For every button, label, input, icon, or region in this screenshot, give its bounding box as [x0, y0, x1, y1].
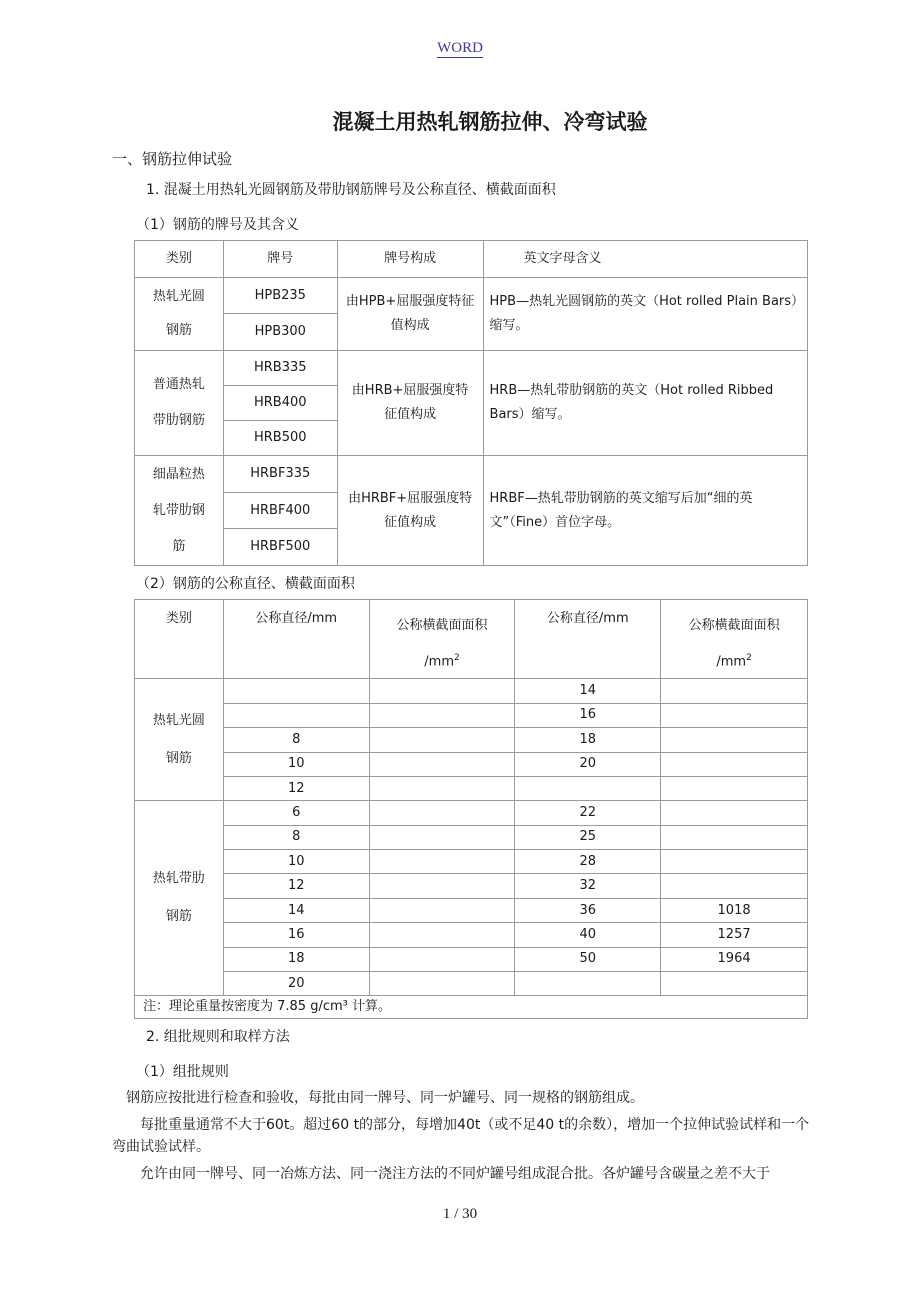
table-cell: 18 — [223, 947, 369, 971]
grade-category-cell — [135, 456, 224, 566]
category-line: 钢筋 — [165, 909, 192, 925]
category-line: 热轧光圆 — [152, 289, 205, 304]
grade-table-header-grade: 牌号 — [223, 241, 337, 278]
diameter-table-header-area-2 — [661, 600, 808, 679]
composition-cell — [337, 278, 483, 351]
table-cell — [515, 776, 661, 800]
category-line: 钢筋 — [165, 750, 192, 766]
grade-category-cell — [135, 278, 224, 351]
table-row — [135, 947, 808, 971]
table-cell — [369, 923, 515, 947]
meaning-cell — [483, 351, 807, 456]
table-cell: 25 — [515, 825, 661, 849]
table-cell: 6 — [223, 801, 369, 825]
diameter-table-header-diameter-2: 公称直径/mm — [515, 600, 661, 679]
table-cell — [661, 703, 808, 727]
meaning-text: HRB—热轧带肋钢筋的英文（Hot rolled Ribbed Bars）缩写。 — [489, 383, 774, 422]
category-line: 热轧光圆 — [152, 712, 205, 728]
grade-cell: HPB300 — [223, 314, 337, 351]
table-cell: 16 — [515, 703, 661, 727]
category-line: 热轧带肋 — [152, 871, 205, 887]
category-line: 细晶粒热 — [152, 466, 205, 482]
table-cell — [515, 972, 661, 996]
table-row — [135, 898, 808, 922]
table-cell: 10 — [223, 752, 369, 776]
table-cell: 16 — [223, 923, 369, 947]
meaning-text: HPB—热轧光圆钢筋的英文（Hot rolled Plain Bars）缩写。 — [489, 294, 798, 333]
grade-category-cell — [135, 351, 224, 456]
table-cell: 1964 — [661, 947, 808, 971]
table-cell: 20 — [515, 752, 661, 776]
page-header — [0, 40, 920, 57]
table-row — [135, 703, 808, 727]
table-note: 注：理论重量按密度为 7.85 g/cm³ 计算。 — [135, 996, 808, 1019]
area-header-line1: 公称横截面面积 — [688, 618, 780, 633]
diameter-table-header-category: 类别 — [135, 600, 224, 679]
table-cell — [661, 874, 808, 898]
document-title: 混凝土用热轧钢筋拉伸、冷弯试验 — [332, 110, 648, 134]
subsection-heading-2: 2. 组批规则和取样方法 — [146, 1029, 290, 1045]
table-cell — [369, 874, 515, 898]
composition-cell — [337, 456, 483, 566]
category-line: 筋 — [172, 538, 186, 554]
category-line: 钢筋 — [165, 323, 192, 338]
table-cell: 12 — [223, 776, 369, 800]
table-cell: 14 — [515, 679, 661, 703]
table-cell — [661, 825, 808, 849]
paragraph-1: 钢筋应按批进行检查和验收，每批由同一牌号、同一炉罐号、同一规格的钢筋组成。 — [126, 1090, 644, 1106]
diameter-table — [134, 599, 808, 1019]
table-cell — [369, 898, 515, 922]
grade-cell: HRB500 — [223, 421, 337, 456]
table-row — [135, 728, 808, 752]
table-cell: 32 — [515, 874, 661, 898]
table-row — [135, 679, 808, 703]
table-cell — [661, 679, 808, 703]
grade-cell: HRBF400 — [223, 493, 337, 529]
diameter-category-cell — [135, 801, 224, 996]
meaning-cell — [483, 278, 807, 351]
grade-table — [134, 240, 808, 566]
table-cell — [661, 801, 808, 825]
table-cell: 40 — [515, 923, 661, 947]
grade-cell: HPB235 — [223, 278, 337, 314]
composition-text: 由HPB+屈服强度特征值构成 — [345, 294, 475, 333]
grade-cell: HRBF500 — [223, 529, 337, 566]
ribbed-bar-rows — [135, 801, 808, 996]
table-cell: 18 — [515, 728, 661, 752]
grade-cell: HRB400 — [223, 386, 337, 421]
composition-text: 由HRBF+屈服强度特征值构成 — [348, 490, 473, 530]
subsection-heading-1b: （2）钢筋的公称直径、横截面面积 — [136, 576, 355, 592]
table-cell — [661, 972, 808, 996]
table-cell — [369, 679, 515, 703]
diameter-table-header-area — [369, 600, 515, 679]
section-heading-1: 一、钢筋拉伸试验 — [112, 150, 233, 168]
meaning-text: HRBF—热轧带肋钢筋的英文缩写后加“细的英文”（Fine）首位字母。 — [489, 490, 753, 530]
area-unit: /mm — [716, 654, 747, 670]
table-cell — [369, 703, 515, 727]
table-cell — [661, 752, 808, 776]
table-cell: 20 — [223, 972, 369, 996]
composition-cell — [337, 351, 483, 456]
grade-cell: HRBF335 — [223, 456, 337, 493]
category-line: 带肋钢筋 — [152, 413, 205, 428]
area-header-line2 — [661, 642, 807, 678]
table-cell: 36 — [515, 898, 661, 922]
subsection-heading-1: 1. 混凝土用热轧光圆钢筋及带肋钢筋牌号及公称直径、横截面面积 — [146, 182, 556, 198]
header-word: WORD — [437, 40, 483, 56]
table-row — [135, 923, 808, 947]
grade-table-header-composition: 牌号构成 — [337, 241, 483, 278]
table-row — [135, 972, 808, 996]
table-cell: 10 — [223, 850, 369, 874]
meaning-cell — [483, 456, 807, 566]
table-cell: 8 — [223, 728, 369, 752]
table-cell — [369, 752, 515, 776]
area-header-line2 — [370, 642, 515, 678]
area-unit-sup: 2 — [454, 653, 460, 663]
table-cell: 8 — [223, 825, 369, 849]
area-header-line1: 公称横截面面积 — [396, 618, 488, 633]
table-cell — [661, 850, 808, 874]
diameter-category-cell — [135, 679, 224, 801]
table-cell — [223, 679, 369, 703]
category-line: 轧带肋钢 — [152, 502, 205, 518]
table-cell — [369, 972, 515, 996]
page-number: 1 / 30 — [442, 1206, 478, 1222]
table-cell: 1257 — [661, 923, 808, 947]
table-cell — [369, 728, 515, 752]
table-row — [135, 825, 808, 849]
subsection-heading-1a: （1）钢筋的牌号及其含义 — [136, 217, 299, 233]
table-cell: 1018 — [661, 898, 808, 922]
plain-bar-rows — [135, 679, 808, 801]
table-cell: 22 — [515, 801, 661, 825]
category-line: 普通热轧 — [152, 377, 205, 392]
diameter-table-header-diameter: 公称直径/mm — [223, 600, 369, 679]
grade-table-header-meaning: 英文字母含义 — [483, 241, 807, 278]
table-cell — [369, 947, 515, 971]
composition-text: 由HRB+屈服强度特征值构成 — [351, 383, 469, 422]
grade-table-header-category: 类别 — [135, 241, 224, 278]
area-unit: /mm — [424, 654, 454, 670]
area-unit-sup: 2 — [746, 653, 752, 663]
table-cell — [223, 703, 369, 727]
table-row — [135, 874, 808, 898]
grade-cell: HRB335 — [223, 351, 337, 386]
paragraph-2: 每批重量通常不大于60t。超过60 t的部分，每增加40t（或不足40 t的余数），增加一个拉伸试验试样和一个弯曲试验试样。 — [112, 1117, 810, 1155]
table-cell: 28 — [515, 850, 661, 874]
table-cell — [369, 801, 515, 825]
table-cell: 14 — [223, 898, 369, 922]
table-row — [135, 752, 808, 776]
paragraph-3: 允许由同一牌号、同一冶炼方法、同一浇注方法的不同炉罐号组成混合批。各炉罐号含碳量之差不大于 — [140, 1166, 770, 1182]
table-cell — [661, 776, 808, 800]
table-cell: 50 — [515, 947, 661, 971]
table-cell — [661, 728, 808, 752]
table-cell — [369, 850, 515, 874]
table-row — [135, 801, 808, 825]
subsection-heading-2a: （1）组批规则 — [136, 1064, 229, 1080]
table-row — [135, 776, 808, 800]
table-row — [135, 850, 808, 874]
table-cell — [369, 825, 515, 849]
table-cell — [369, 776, 515, 800]
table-cell: 12 — [223, 874, 369, 898]
